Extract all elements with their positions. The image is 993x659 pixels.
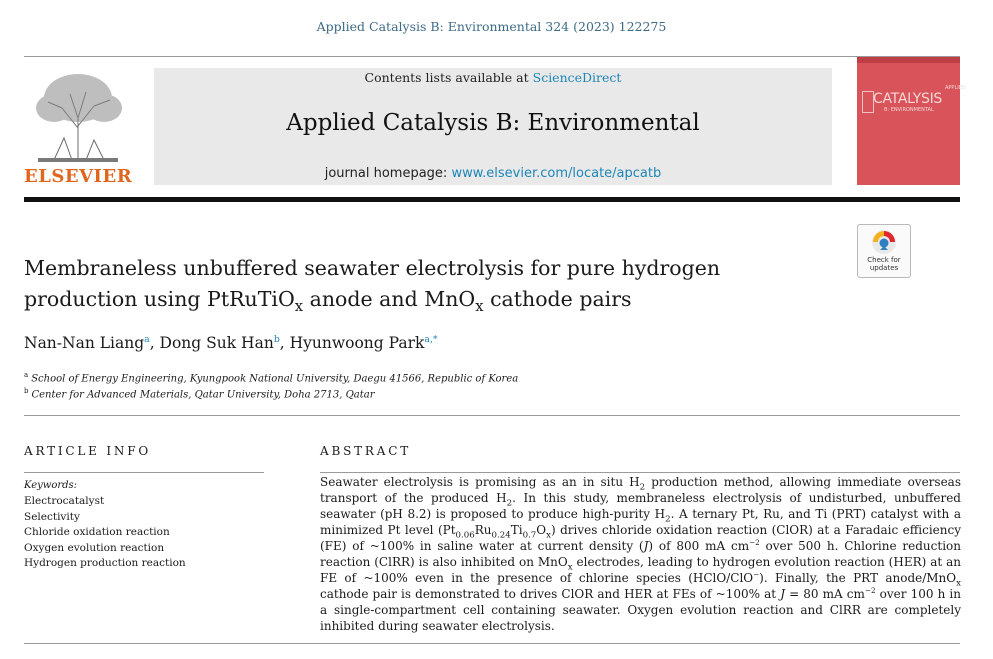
author-name[interactable]: Dong Suk Han xyxy=(159,334,274,352)
cover-title: CATALYSIS xyxy=(873,91,943,107)
abstract-sub: x xyxy=(567,562,573,573)
article-info-divider xyxy=(24,472,264,473)
header-thick-divider xyxy=(24,197,960,202)
cover-band xyxy=(857,57,960,63)
affiliation-text: School of Energy Engineering, Kyungpook National University, Daegu 41566, Republic of Korea xyxy=(31,373,519,385)
abstract-sub: 2 xyxy=(665,514,671,525)
abstract-seg: over 500 h. Chlorine reduction reaction (ClRR) is also inhibited on MnO xyxy=(320,539,961,569)
title-subscript-2: x xyxy=(475,298,484,316)
title-line-2a: production using PtRuTiO xyxy=(24,287,295,311)
abstract-sup: −2 xyxy=(749,538,760,547)
check-updates-line1: Check for xyxy=(867,256,901,264)
journal-citation[interactable]: Applied Catalysis B: Environmental 324 (2023) 122275 xyxy=(316,19,667,34)
abstract-seg: ). Finally, the PRT anode/MnO xyxy=(759,571,957,585)
affiliation-label: b xyxy=(24,387,29,395)
journal-title[interactable]: Applied Catalysis B: Environmental xyxy=(286,110,700,136)
article-info-heading: ARTICLE INFO xyxy=(24,444,151,458)
check-updates-icon xyxy=(871,229,897,255)
title-line-2b: anode and MnO xyxy=(303,287,476,311)
affiliation-text: Center for Advanced Materials, Qatar University, Doha 2713, Qatar xyxy=(31,389,375,401)
abstract-seg: Ti xyxy=(510,523,523,537)
abstract-sub: 0.24 xyxy=(491,530,511,541)
abstract-divider xyxy=(320,472,960,473)
check-updates-line2: updates xyxy=(869,264,899,272)
abstract-italic: J xyxy=(780,587,786,601)
abstract-sub: 2 xyxy=(506,498,513,509)
elsevier-wordmark: ELSEVIER xyxy=(24,166,133,187)
title-line-2c: cathode pairs xyxy=(483,287,632,311)
elsevier-tree-icon xyxy=(24,68,132,164)
abstract-seg: . In this study, membraneless electrolysis of undisturbed, unbuffered seawater (pH 8.2) is proposed to produce high-purity H xyxy=(320,491,961,521)
abstract-seg: ) of 800 mA cm xyxy=(648,539,750,553)
check-updates-label xyxy=(858,256,910,272)
author-affiliation-mark[interactable]: a,* xyxy=(424,333,438,345)
keyword-item: Chloride oxidation reaction xyxy=(24,526,170,538)
keywords-label: Keywords: xyxy=(24,480,78,491)
sciencedirect-link[interactable]: ScienceDirect xyxy=(532,70,622,85)
homepage-link[interactable]: www.elsevier.com/locate/apcatb xyxy=(451,166,662,181)
author-affiliation-mark[interactable]: b xyxy=(273,333,280,345)
article-title xyxy=(24,253,824,315)
contents-line xyxy=(154,70,832,85)
keyword-item: Oxygen evolution reaction xyxy=(24,541,165,554)
abstract-sub: 0.7 xyxy=(522,530,537,541)
abstract-seg: . A ternary Pt, Ru, and Ti (PRT) catalyst with a minimized Pt level (Pt xyxy=(320,507,961,537)
author-name[interactable]: Nan-Nan Liang xyxy=(24,334,145,352)
abstract-seg: cathode pair is demonstrated to drives ClOR and HER at FEs of ~100% at xyxy=(320,587,781,601)
abstract-seg: = 80 mA cm xyxy=(785,587,865,601)
abstract-sub: x xyxy=(546,530,552,541)
homepage-prefix: journal homepage: xyxy=(324,166,452,181)
contents-prefix: Contents lists available at xyxy=(364,70,533,85)
cover-subtitle: B: ENVIRONMENTAL xyxy=(884,107,934,113)
keyword-item: Hydrogen production reaction xyxy=(24,557,186,569)
abstract-paragraph xyxy=(320,474,961,634)
journal-cover[interactable] xyxy=(857,57,966,185)
cover-small-text: APPLIED xyxy=(945,85,966,91)
abstract-seg: Seawater electrolysis is promising as an in situ H xyxy=(320,475,640,489)
keyword-item: Selectivity xyxy=(24,510,80,523)
abstract-text xyxy=(320,474,961,634)
journal-banner xyxy=(154,68,832,185)
abstract-seg: Ru xyxy=(474,523,492,537)
abstract-heading: ABSTRACT xyxy=(320,444,411,458)
keyword-item: Electrocatalyst xyxy=(24,495,105,507)
header-divider xyxy=(24,56,960,57)
abstract-seg: electrodes, leading to hydrogen evolution reaction (HER) at an FE of ~100% even in the presence of chlorine species (HClO/ClO xyxy=(320,555,961,585)
abstract-seg: ) drives chloride oxidation reaction (ClOR) at a Faradaic efficiency (FE) of ~100% in saline water at current density ( xyxy=(320,523,961,553)
abstract-sub: 0.06 xyxy=(455,530,475,541)
section-divider xyxy=(24,415,960,416)
author-affiliation-mark[interactable]: a xyxy=(144,333,150,345)
elsevier-logo[interactable] xyxy=(24,68,132,188)
abstract-sub: x xyxy=(956,578,961,589)
abstract-sup: −2 xyxy=(864,586,876,595)
author-list: Nan-Nan Liang$^a$, Dong Suk Han$^b$, Hyunwoong Park$^{a,*}$ xyxy=(24,333,438,352)
abstract-seg: O xyxy=(536,523,547,537)
title-subscript-1: x xyxy=(294,298,304,316)
footer-divider xyxy=(24,643,960,644)
abstract-sup: − xyxy=(753,570,760,579)
affiliation-a xyxy=(24,371,518,384)
abstract-italic: J xyxy=(643,539,649,553)
affiliation-label: a xyxy=(24,371,29,379)
author-name[interactable]: Hyunwoong Park xyxy=(289,334,425,352)
abstract-sub: 2 xyxy=(639,482,646,493)
homepage-line xyxy=(154,166,832,181)
abstract-seg: production method, allowing immediate overseas transport of the produced H xyxy=(320,475,961,505)
affiliation-b xyxy=(24,387,375,400)
title-line-1: Membraneless unbuffered seawater electrolysis for pure hydrogen xyxy=(24,256,721,280)
keywords-list xyxy=(24,494,186,572)
check-for-updates-button[interactable] xyxy=(857,224,911,278)
abstract-seg: over 100 h in a single-compartment cell containing seawater. Oxygen evolution reaction and ClRR are completely inhibited during seawater electrolysis. xyxy=(320,587,961,633)
